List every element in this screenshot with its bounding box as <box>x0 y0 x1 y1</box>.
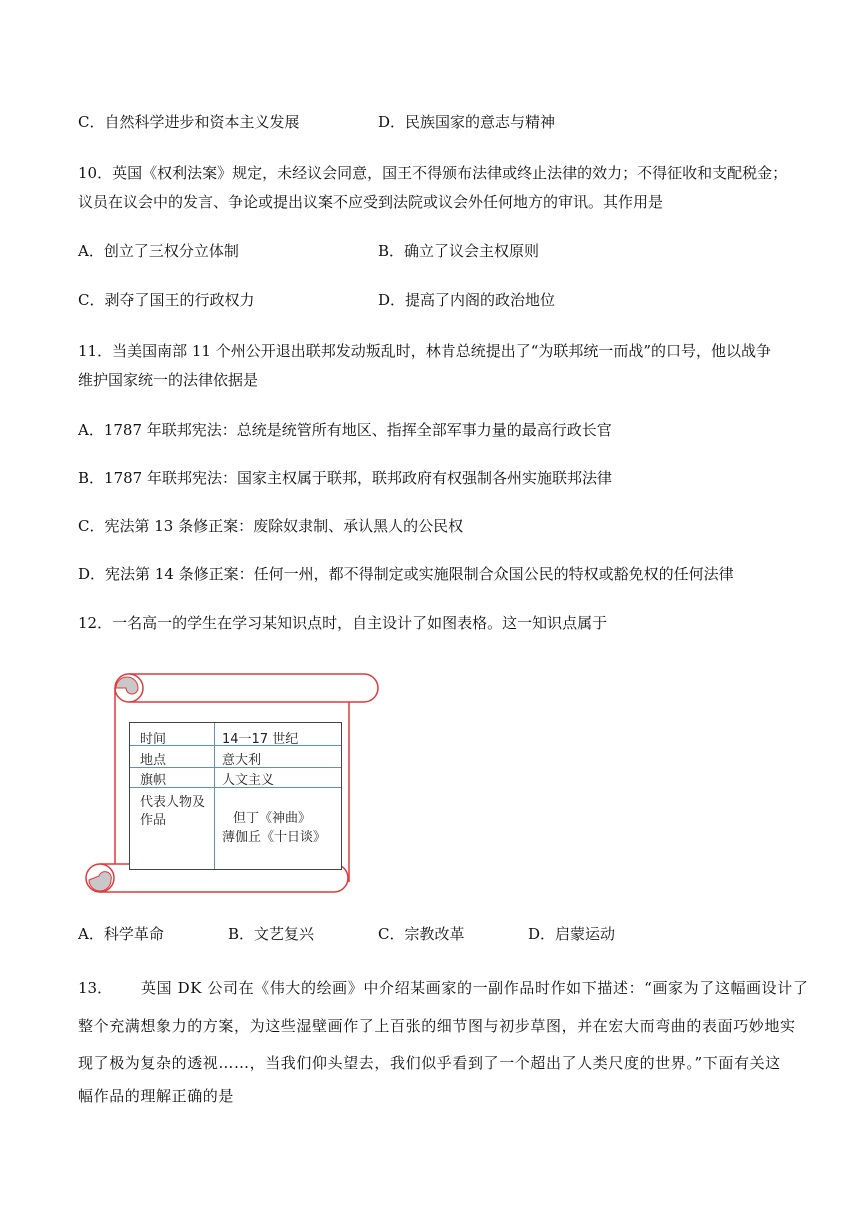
q12-option-b: B．文艺复兴 <box>228 925 315 943</box>
q13-line1: 英国 DK 公司在《伟大的绘画》中介绍某画家的一副作品时作如下描述：“画家为了这幅画设计了 <box>141 979 809 997</box>
q12-stem: 12．一名高一的学生在学习某知识点时，自主设计了如图表格。这一知识点属于 <box>78 614 608 632</box>
table-label-time: 时间 <box>140 732 167 747</box>
q11-stem-line2: 维护国家统一的法律依据是 <box>78 371 259 389</box>
q10-option-c: C．剥夺了国王的行政权力 <box>78 291 255 309</box>
q12-option-c: C．宗教改革 <box>378 925 465 943</box>
q9-option-d: D．民族国家的意志与精神 <box>378 113 556 131</box>
table-value-place: 意大利 <box>222 753 262 768</box>
q10-option-b: B．确立了议会主权原则 <box>378 242 540 260</box>
table-value-time: 14一17 世纪 <box>222 732 299 747</box>
q11-option-d: D．宪法第 14 条修正案：任何一州，都不得制定或实施限制合众国公民的特权或豁免权的任何法律 <box>78 565 734 583</box>
knowledge-table <box>129 722 342 870</box>
q10-option-d: D．提高了内阁的政治地位 <box>378 291 556 309</box>
q11-option-b: B．1787 年联邦宪法：国家主权属于联邦，联邦政府有权强制各州实施联邦法律 <box>78 469 612 487</box>
q11-option-a: A．1787 年联邦宪法：总统是统管所有地区、指挥全部军事力量的最高行政长官 <box>78 421 612 439</box>
q10-option-a: A．创立了三权分立体制 <box>78 242 239 260</box>
q9-option-c: C．自然科学进步和资本主义发展 <box>78 113 300 131</box>
q13-line3: 现了极为复杂的透视……，当我们仰头望去，我们似乎看到了一个超出了人类尺度的世界。”下面有关这 <box>78 1054 781 1072</box>
table-label-figures-1: 代表人物及 <box>140 795 206 810</box>
q13-number: 13． <box>78 979 113 997</box>
table-value-boccaccio: 薄伽丘《十日谈》 <box>222 830 327 845</box>
q10-stem-line1: 10．英国《权利法案》规定，未经议会同意，国王不得颁布法律或终止法律的效力；不得征收和支配税金； <box>78 164 788 182</box>
q12-option-a: A．科学革命 <box>78 925 164 943</box>
table-value-dante: 但丁《神曲》 <box>233 811 312 826</box>
table-label-place: 地点 <box>140 753 167 768</box>
q13-line2: 整个充满想象力的方案，为这些湿壁画作了上百张的细节图与初步草图，并在宏大而弯曲的表面巧妙地实 <box>78 1017 796 1035</box>
q10-stem-line2: 议员在议会中的发言、争论或提出议案不应受到法院或议会外任何地方的审讯。其作用是 <box>78 193 664 211</box>
q11-option-c: C．宪法第 13 条修正案：废除奴隶制、承认黑人的公民权 <box>78 517 464 535</box>
q13-line4: 幅作品的理解正确的是 <box>78 1087 235 1105</box>
table-label-figures-2: 作品 <box>140 813 167 828</box>
table-value-banner: 人文主义 <box>222 773 275 788</box>
table-label-banner: 旗帜 <box>140 773 167 788</box>
q12-option-d: D．启蒙运动 <box>528 925 616 943</box>
q11-stem-line1: 11．当美国南部 11 个州公开退出联邦发动叛乱时，林肯总统提出了“为联邦统一而战”的口号，他以战争 <box>78 342 772 360</box>
